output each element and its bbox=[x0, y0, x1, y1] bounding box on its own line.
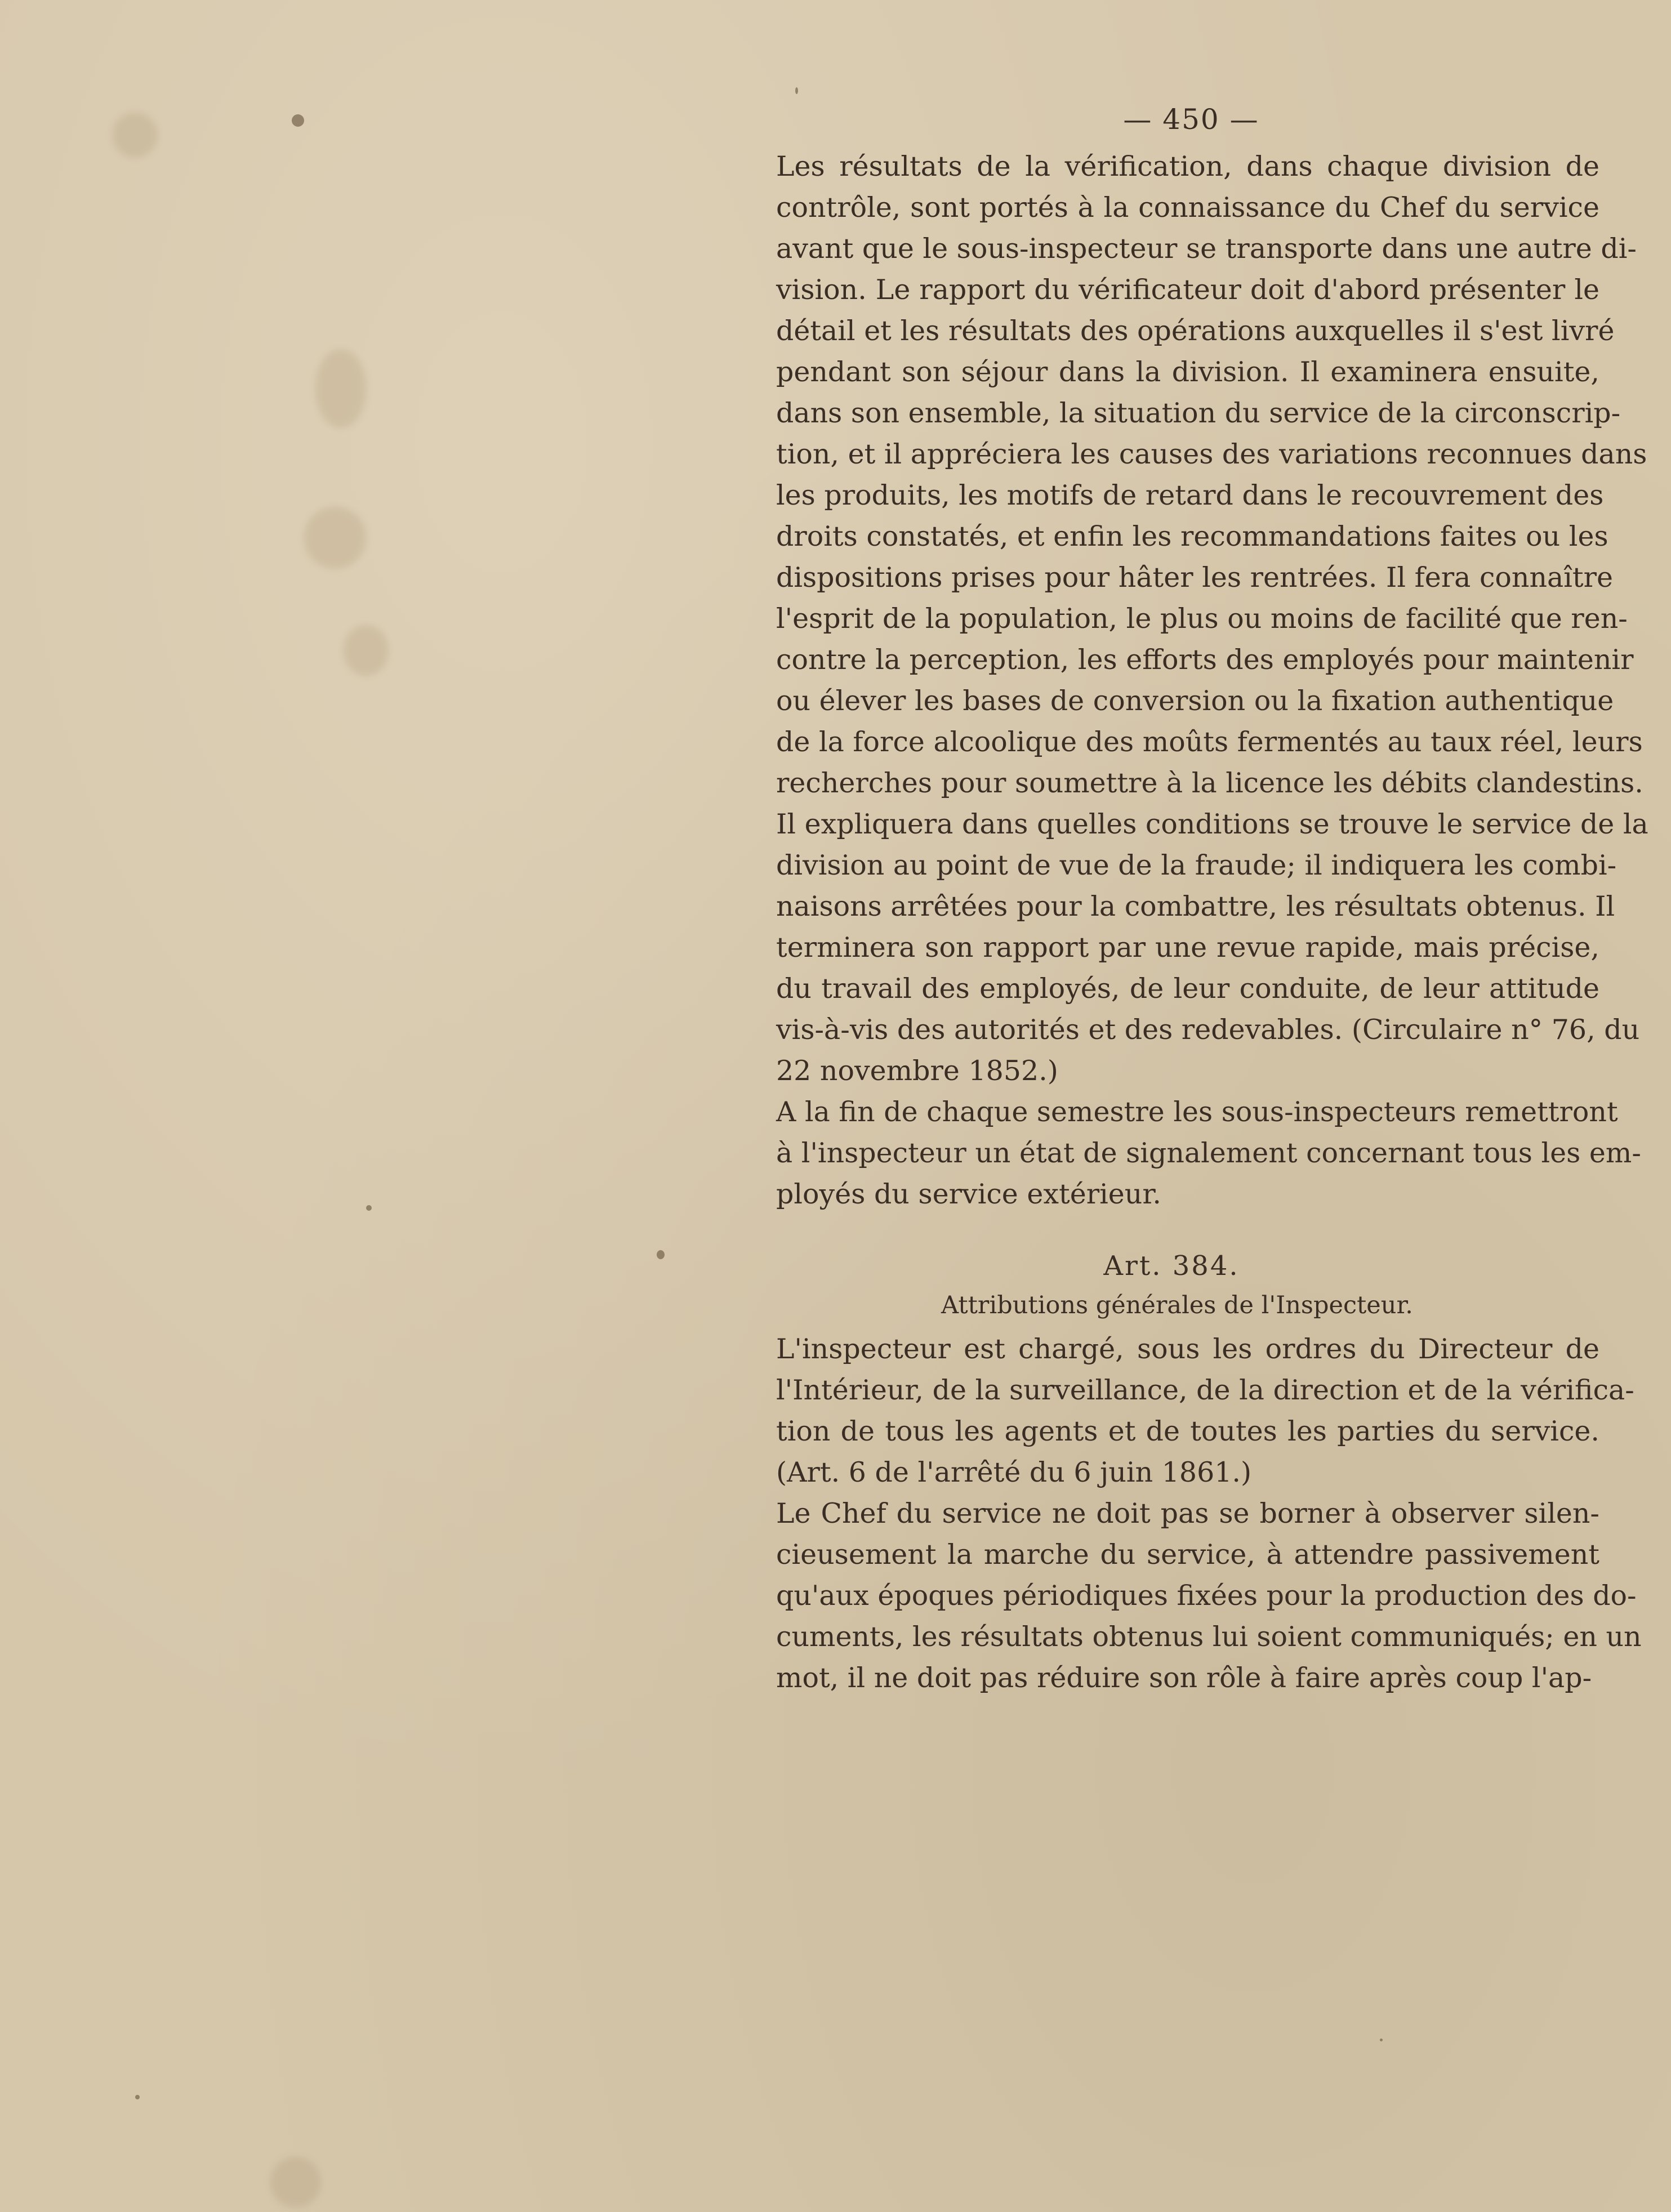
paper-speck bbox=[366, 1205, 372, 1211]
text-line: droits constatés, et enfin les recommandations faites ou les bbox=[776, 520, 1608, 552]
text-line: tion de tous les agents et de toutes les parties du service. bbox=[776, 1415, 1599, 1447]
text-line: les produits, les motifs de retard dans le recouvrement des bbox=[776, 479, 1604, 511]
paper-stain bbox=[270, 2157, 321, 2207]
paper-stain bbox=[344, 625, 389, 676]
text-line: mot, il ne doit pas réduire son rôle à faire après coup l'ap- bbox=[776, 1662, 1592, 1694]
paper-speck bbox=[795, 87, 798, 94]
text-line: l'Intérieur, de la surveillance, de la direction et de la vérifica- bbox=[776, 1374, 1634, 1406]
text-line: vis-à-vis des autorités et des redevables. (Circulaire n° 76, du bbox=[776, 1014, 1640, 1046]
paper-speck bbox=[657, 1250, 665, 1259]
paper-speck bbox=[292, 114, 304, 127]
text-line: cuments, les résultats obtenus lui soient communiqués; en un bbox=[776, 1621, 1642, 1653]
text-line: (Art. 6 de l'arrêté du 6 juin 1861.) bbox=[776, 1456, 1252, 1488]
paragraph-verification-results bbox=[743, 146, 1648, 1091]
paper-stain bbox=[113, 113, 158, 158]
paragraph-semester-report bbox=[743, 1091, 1641, 1215]
text-column bbox=[743, 99, 1648, 1698]
text-line: naisons arrêtées pour la combattre, les résultats obtenus. Il bbox=[776, 890, 1615, 922]
text-line: contrôle, sont portés à la connaissance du Chef du service bbox=[776, 191, 1599, 224]
paragraph-inspector-duties bbox=[743, 1328, 1634, 1493]
paper-speck bbox=[1380, 2039, 1383, 2041]
text-line: Les résultats de la vérification, dans chaque division de bbox=[776, 150, 1599, 182]
text-line: recherches pour soumettre à la licence les débits clandestins. bbox=[776, 767, 1643, 799]
text-line: contre la perception, les efforts des employés pour maintenir bbox=[776, 644, 1634, 676]
text-line: vision. Le rapport du vérificateur doit d'abord présenter le bbox=[776, 274, 1599, 306]
text-line: à l'inspecteur un état de signalement concernant tous les em- bbox=[776, 1137, 1641, 1169]
text-line: ou élever les bases de conversion ou la fixation authentique bbox=[776, 685, 1614, 717]
page-number: — 450 — bbox=[1123, 103, 1259, 136]
paper-stain bbox=[304, 507, 366, 569]
text-line: du travail des employés, de leur conduite, de leur attitude bbox=[776, 973, 1599, 1005]
text-line: Il expliquera dans quelles conditions se trouve le service de la bbox=[776, 808, 1648, 840]
text-line: ployés du service extérieur. bbox=[776, 1178, 1161, 1210]
paper-speck bbox=[135, 2095, 140, 2099]
paragraph-chief-of-service bbox=[743, 1493, 1642, 1698]
text-line: dans son ensemble, la situation du service de la circonscrip- bbox=[776, 397, 1621, 429]
text-line: terminera son rapport par une revue rapide, mais précise, bbox=[776, 931, 1599, 964]
text-line: qu'aux époques périodiques fixées pour la production des do- bbox=[776, 1580, 1637, 1612]
text-line: Le Chef du service ne doit pas se borner à observer silen- bbox=[776, 1497, 1599, 1529]
text-line: 22 novembre 1852.) bbox=[776, 1055, 1058, 1087]
article-heading: Art. 384. bbox=[1103, 1250, 1240, 1282]
text-line: avant que le sous-inspecteur se transporte dans une autre di- bbox=[776, 233, 1637, 265]
text-line: A la fin de chaque semestre les sous-inspecteurs remettront bbox=[776, 1096, 1618, 1128]
text-line: l'esprit de la population, le plus ou moins de facilité que ren- bbox=[776, 603, 1628, 635]
text-line: pendant son séjour dans la division. Il examinera ensuite, bbox=[776, 356, 1599, 388]
text-line: tion, et il appréciera les causes des variations reconnues dans bbox=[776, 438, 1647, 470]
paper-stain bbox=[315, 349, 366, 428]
text-line: cieusement la marche du service, à attendre passivement bbox=[776, 1538, 1599, 1571]
text-line: division au point de vue de la fraude; il indiquera les combi- bbox=[776, 849, 1617, 881]
text-line: L'inspecteur est chargé, sous les ordres du Directeur de bbox=[776, 1333, 1599, 1365]
text-line: dispositions prises pour hâter les rentrées. Il fera connaître bbox=[776, 561, 1614, 594]
text-line: de la force alcoolique des moûts fermentés au taux réel, leurs bbox=[776, 726, 1643, 758]
article-subtitle: Attributions générales de l'Inspecteur. bbox=[941, 1291, 1413, 1319]
text-line: détail et les résultats des opérations auxquelles il s'est livré bbox=[776, 315, 1615, 347]
